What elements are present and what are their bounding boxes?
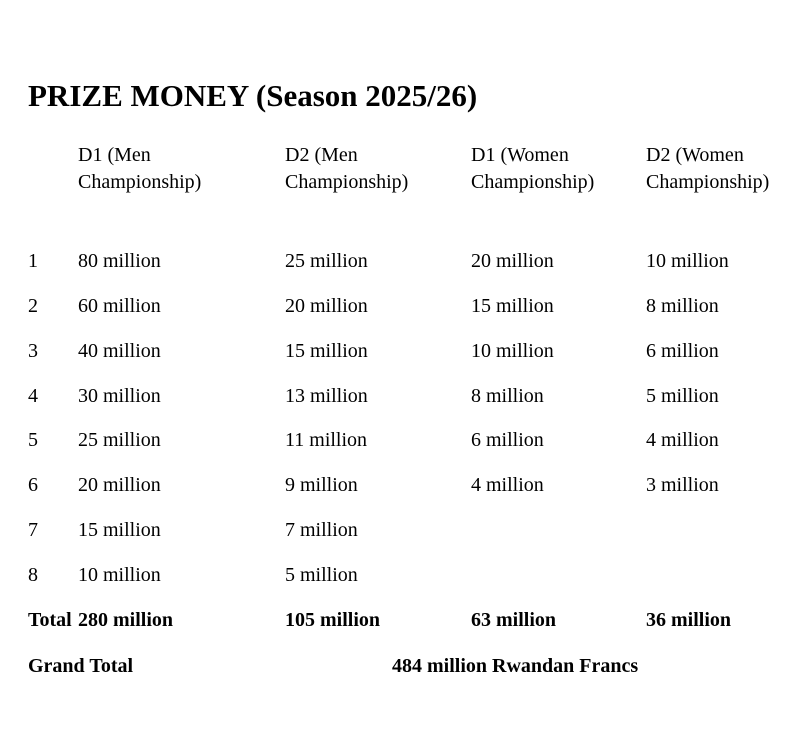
prize-cell: 40 million (78, 339, 161, 362)
rank-cell: 6 (28, 474, 38, 497)
prize-cell: 20 million (285, 294, 368, 317)
prize-cell: 8 million (471, 384, 544, 407)
prize-cell: 10 million (646, 250, 729, 272)
prize-cell: 15 million (471, 294, 554, 317)
prize-cell: 9 million (285, 474, 358, 497)
rank-cell: 1 (28, 250, 38, 272)
prize-cell: 25 million (285, 250, 368, 272)
prize-cell: 30 million (78, 384, 161, 407)
page-title: PRIZE MONEY (Season 2025/26) (28, 78, 478, 113)
prize-cell: 25 million (78, 429, 161, 452)
total-label: Total (28, 608, 72, 631)
rank-cell: 5 (28, 429, 38, 452)
prize-cell: 10 million (471, 339, 554, 362)
prize-cell: 6 million (646, 339, 719, 362)
rank-cell: 3 (28, 339, 38, 362)
prize-cell: 7 million (285, 519, 358, 542)
prize-cell: 10 million (78, 563, 161, 586)
prize-cell: 4 million (471, 474, 544, 497)
prize-cell: 5 million (646, 384, 719, 407)
rank-cell: 8 (28, 563, 38, 586)
prize-cell: 60 million (78, 294, 161, 317)
prize-cell: 15 million (78, 519, 161, 542)
prize-cell: 15 million (285, 339, 368, 362)
rank-cell: 4 (28, 384, 38, 407)
rank-cell: 2 (28, 294, 38, 317)
column-header-d2-women: D2 (Women Championship) (646, 144, 770, 193)
prize-cell: 8 million (646, 294, 719, 317)
prize-cell: 6 million (471, 429, 544, 452)
grand-total-row (28, 655, 772, 685)
prize-cell: 3 million (646, 474, 719, 497)
total-cell-d2-women: 36 million (646, 608, 732, 631)
prize-table (28, 142, 786, 654)
prize-cell: 13 million (285, 384, 368, 407)
prize-cell: 4 million (646, 429, 719, 452)
column-header-d2-men: D2 (Men Championship) (285, 144, 409, 193)
grand-total-value: 484 million Rwandan Francs (392, 655, 639, 677)
column-header-d1-men: D1 (Men Championship) (78, 144, 202, 193)
grand-total-label: Grand Total (28, 655, 134, 677)
prize-cell: 20 million (471, 250, 554, 272)
column-header-d1-women: D1 (Women Championship) (471, 144, 595, 193)
total-cell-d1-men: 280 million (78, 608, 174, 631)
prize-cell: 11 million (285, 429, 368, 452)
rank-cell: 7 (28, 519, 38, 542)
prize-cell: 5 million (285, 563, 358, 586)
total-cell-d2-men: 105 million (285, 608, 381, 631)
total-cell-d1-women: 63 million (471, 608, 557, 631)
prize-cell: 80 million (78, 250, 161, 272)
prize-cell: 20 million (78, 474, 161, 497)
